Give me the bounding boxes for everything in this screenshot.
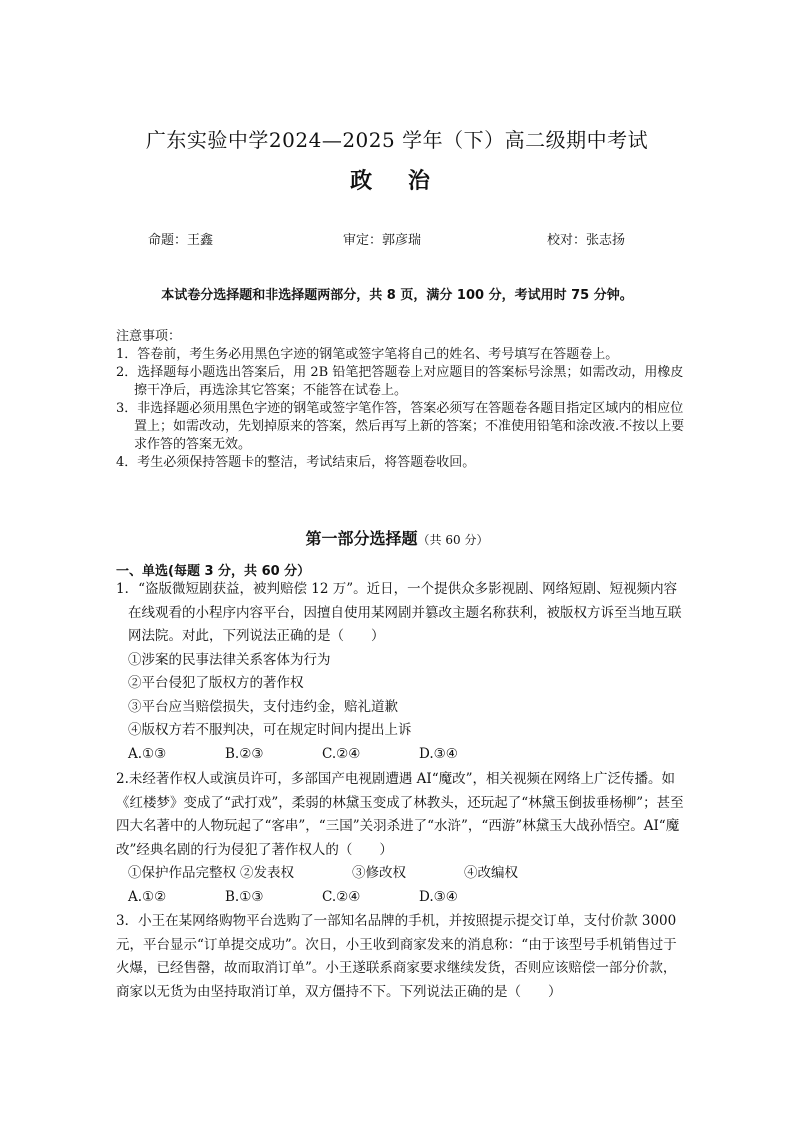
part-one-title	[0, 526, 794, 549]
question-option: ①涉案的民事法律关系客体为行为	[128, 651, 331, 668]
question-3	[116, 910, 684, 1004]
answer-choices	[116, 886, 684, 910]
note-item: 4．考生必须保持答题卡的整洁，考试结束后，将答题卷收回。	[116, 455, 476, 470]
choice-b: B.①③	[225, 888, 264, 905]
question-option: ④版权方若不服判决，可在规定时间内提出上诉	[128, 722, 412, 738]
proofreader-label: 校对：张志扬	[547, 233, 626, 248]
notes-block	[116, 328, 686, 472]
question-1	[116, 578, 684, 766]
choice-c: C.②④	[322, 745, 361, 762]
question-stem: 3．小王在某网络购物平台选购了一部知名品牌的手机，并按照提示提交订单，支付价款 3000 元，平台显示“订单提交成功”。次日，小王收到商家发来的消息称：“由于该型号手机销售过于火爆，已经售罄，故而取消订单”。小王遂联系商家要求继续发货，否则应该赔偿一部分价款，商家以无货为由坚持取消订单，双方僵持不下。下列说法正确的是（ ）	[116, 913, 677, 1000]
part-one-score: （共 60 分）	[417, 533, 489, 547]
choice-b: B.②③	[225, 745, 264, 762]
choice-d: D.③④	[419, 745, 458, 762]
answer-choices	[116, 743, 684, 767]
question-option: ①保护作品完整权	[128, 865, 236, 881]
section-heading: 一、单选(每题 3 分，共 60 分）	[116, 564, 311, 579]
exam-title: 广东实验中学2024—2025 学年（下）高二级期中考试	[145, 128, 649, 152]
choice-a: A.①③	[128, 745, 167, 762]
question-option: ③平台应当赔偿损失，支付违约金，赔礼道歉	[128, 698, 398, 715]
exam-subject: 政 治	[350, 168, 444, 194]
question-2	[116, 768, 684, 909]
note-item: 3．非选择题必须用黑色字迹的钢笔或签字笔作答，答案必须写在答题卷各题目指定区域内的相应位置上；如需改动，先划掉原来的答案，然后再写上新的答案；不准使用铅笔和涂改液.不按以上要求作答的答案无效。	[116, 401, 685, 452]
choice-a: A.①②	[128, 888, 167, 905]
note-item: 1．答卷前，考生务必用黑色字迹的钢笔或签字笔将自己的姓名、考号填写在答题卷上。	[116, 347, 619, 362]
reviewer-label: 审定：郭彦瑞	[343, 233, 422, 248]
question-option: ④改编权	[464, 865, 518, 881]
question-option: ②平台侵犯了版权方的著作权	[128, 675, 304, 691]
question-stem: 1．“盗版微短剧获益，被判赔偿 12 万”。近日，一个提供众多影视剧、网络短剧、短视频内容在线观看的小程序内容平台，因擅自使用某网剧并篡改主题名称获利，被版权方诉至当地互联网法院。对此，下列说法正确的是（ ）	[116, 581, 682, 644]
question-option: ③修改权	[352, 865, 406, 881]
question-option: ②发表权	[240, 865, 294, 881]
question-stem: 2.未经著作权人或演员许可，多部国产电视剧遭遇 AI“魔改”，相关视频在网络上广泛传播。如《红楼梦》变成了“武打戏”，柔弱的林黛玉变成了林教头，还玩起了“林黛玉倒拔垂杨柳”；甚至四大名著中的人物玩起了“客串”，“三国”关羽杀进了“水浒”，“西游”林黛玉大战孙悟空。AI“魔改”经典名剧的行为侵犯了著作权人的（ ）	[116, 771, 684, 858]
exam-intro: 本试卷分选择题和非选择题两部分，共 8 页，满分 100 分，考试用时 75 分钟。	[161, 288, 633, 303]
part-one-title-text: 第一部分选择题	[305, 529, 418, 548]
question-options-row	[116, 862, 684, 886]
setter-label: 命题：王鑫	[148, 233, 214, 248]
note-item: 2．选择题每小题选出答案后，用 2B 铅笔把答题卷上对应题目的答案标号涂黑；如需改动，用橡皮擦干净后，再选涂其它答案；不能答在试卷上。	[116, 365, 684, 398]
choice-c: C.②④	[322, 888, 361, 905]
choice-d: D.③④	[419, 888, 458, 905]
notes-heading: 注意事项：	[116, 329, 182, 344]
